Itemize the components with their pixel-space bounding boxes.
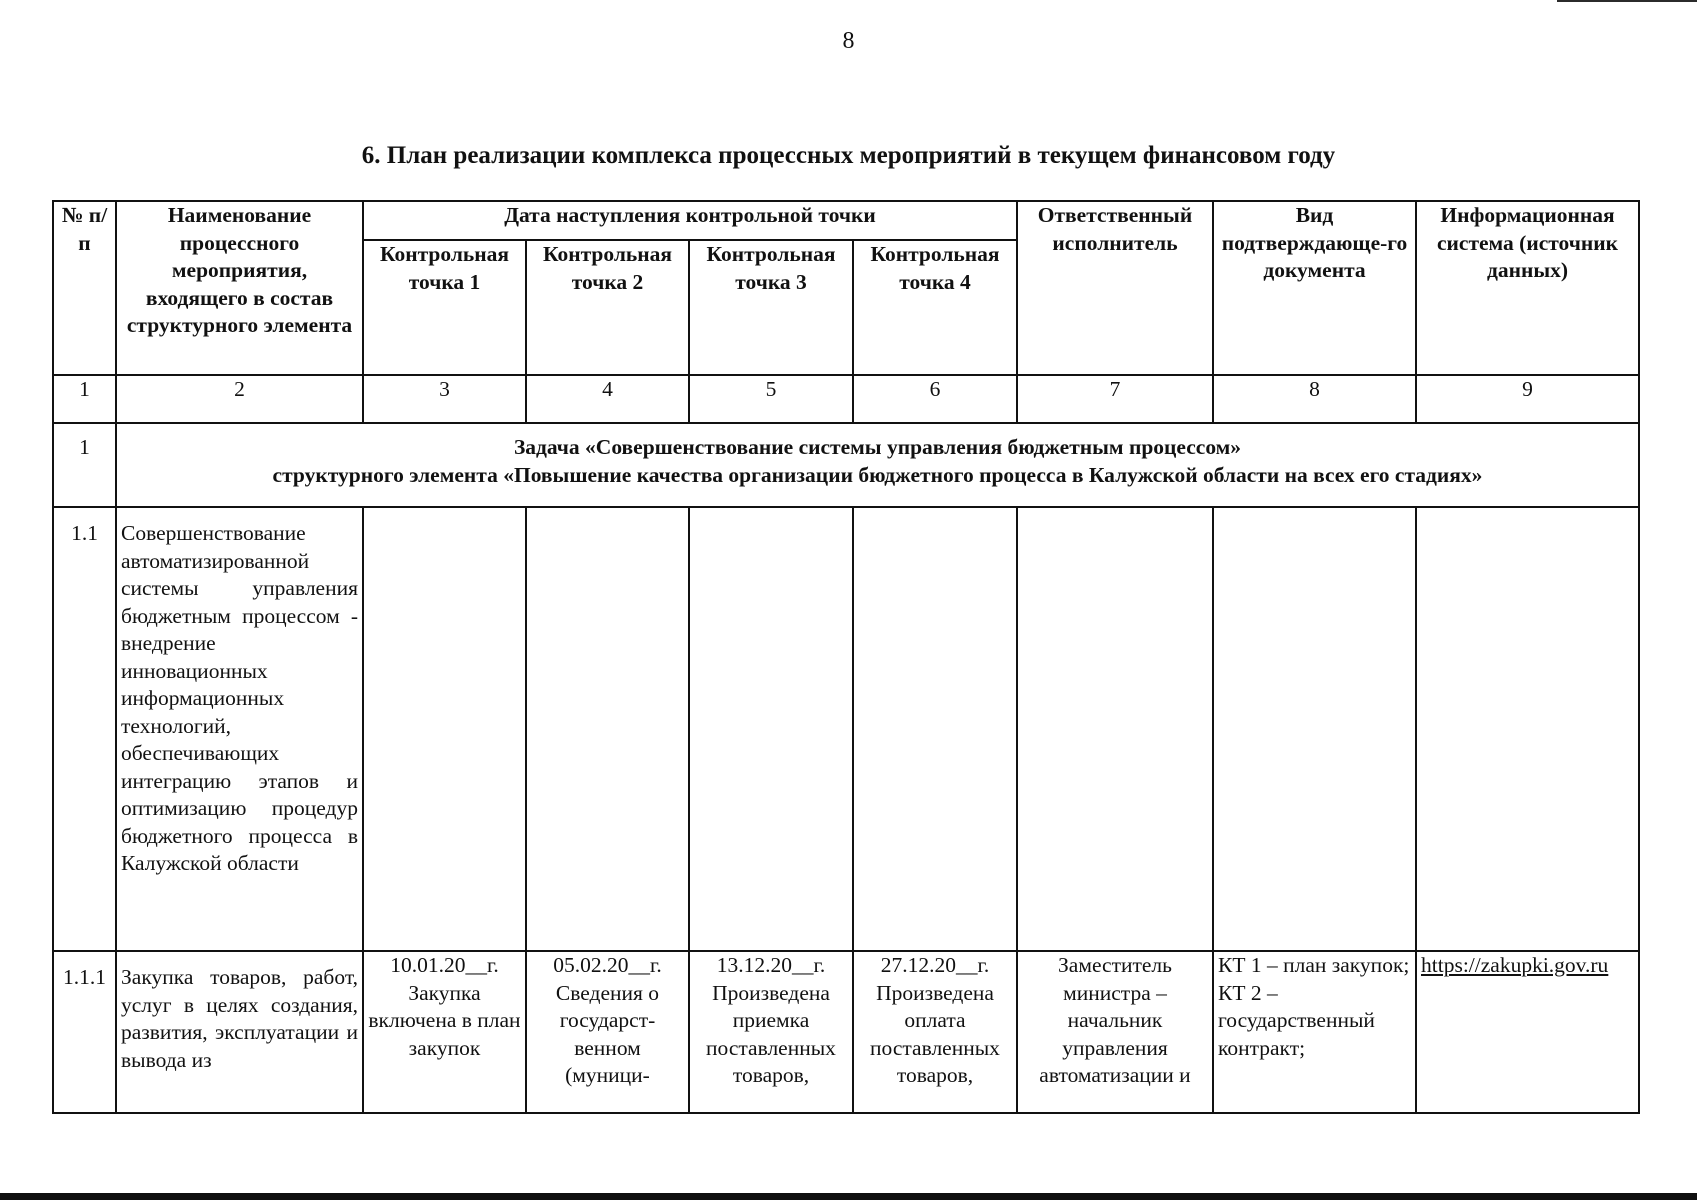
row-number: 1.1	[53, 507, 116, 951]
column-number: 7	[1017, 375, 1213, 423]
header-responsible: Ответственный исполнитель	[1017, 201, 1213, 375]
table-row-1-1	[53, 507, 1639, 951]
info-system-cell	[1416, 951, 1639, 1113]
column-number: 5	[689, 375, 853, 423]
empty-cell	[1017, 507, 1213, 951]
column-number: 8	[1213, 375, 1416, 423]
scan-bottom-border	[0, 1193, 1697, 1200]
activity-name: Совершенствование автоматизированной системы управления бюджетным процессом - внедрение инновационных информационных технологий, обеспечивающих интеграцию этапов и оптимизацию процедур бюджетного процесса в Калужской области	[116, 507, 363, 951]
activity-name: Закупка товаров, работ, услуг в целях создания, развития, эксплуатации и вывода из	[116, 951, 363, 1113]
document-section-title: 6. План реализации комплекса процессных мероприятий в текущем финансовом году	[361, 142, 1336, 169]
header-control-point-3: Контрольная точка 3	[689, 240, 853, 375]
scan-edge-mark	[1557, 0, 1697, 2]
control-point-3-cell: 13.12.20__г. Произведена приемка поставленных товаров,	[689, 951, 853, 1113]
zakupki-link[interactable]: https://zakupki.gov.ru	[1421, 953, 1609, 977]
page-number: 8	[842, 28, 855, 54]
empty-cell	[1213, 507, 1416, 951]
control-point-1-cell: 10.01.20__г. Закупка включена в план закупок	[363, 951, 526, 1113]
header-number: № п/п	[53, 201, 116, 375]
task-row	[53, 423, 1639, 507]
header-activity-name: Наименование процессного мероприятия, входящего в состав структурного элемента	[116, 201, 363, 375]
task-title	[116, 423, 1639, 507]
document-type-cell	[1213, 951, 1416, 1113]
empty-cell	[853, 507, 1017, 951]
empty-cell	[363, 507, 526, 951]
header-document-type: Вид подтверждающе-го документа	[1213, 201, 1416, 375]
document-type-line-2: КТ 2 – государственный контракт;	[1218, 980, 1375, 1060]
column-number: 4	[526, 375, 689, 423]
responsible-cell: Заместитель министра – начальник управления автоматизации и	[1017, 951, 1213, 1113]
document-type-line-1: КТ 1 – план закупок;	[1218, 953, 1410, 977]
empty-cell	[689, 507, 853, 951]
header-info-system: Информационная система (источник данных)	[1416, 201, 1639, 375]
plan-table	[52, 200, 1640, 1114]
task-title-line-2: структурного элемента «Повышение качества организации бюджетного процесса в Калужской области на всех его стадиях»	[272, 462, 1483, 487]
control-point-2-cell: 05.02.20__г. Сведения о государст-венном (муници-	[526, 951, 689, 1113]
column-number: 1	[53, 375, 116, 423]
column-number: 3	[363, 375, 526, 423]
header-control-point-4: Контрольная точка 4	[853, 240, 1017, 375]
empty-cell	[526, 507, 689, 951]
column-number: 9	[1416, 375, 1639, 423]
column-number: 6	[853, 375, 1017, 423]
header-control-point-2: Контрольная точка 2	[526, 240, 689, 375]
task-title-line-1: Задача «Совершенствование системы управления бюджетным процессом»	[513, 435, 1242, 459]
header-control-point-1: Контрольная точка 1	[363, 240, 526, 375]
header-control-date-group: Дата наступления контрольной точки	[363, 201, 1017, 240]
column-number-row	[53, 375, 1639, 423]
table-row-1-1-1	[53, 951, 1639, 1113]
control-point-4-cell: 27.12.20__г. Произведена оплата поставленных товаров,	[853, 951, 1017, 1113]
empty-cell	[1416, 507, 1639, 951]
task-number: 1	[53, 423, 116, 507]
row-number: 1.1.1	[53, 951, 116, 1113]
table-header-row	[53, 201, 1639, 240]
column-number: 2	[116, 375, 363, 423]
